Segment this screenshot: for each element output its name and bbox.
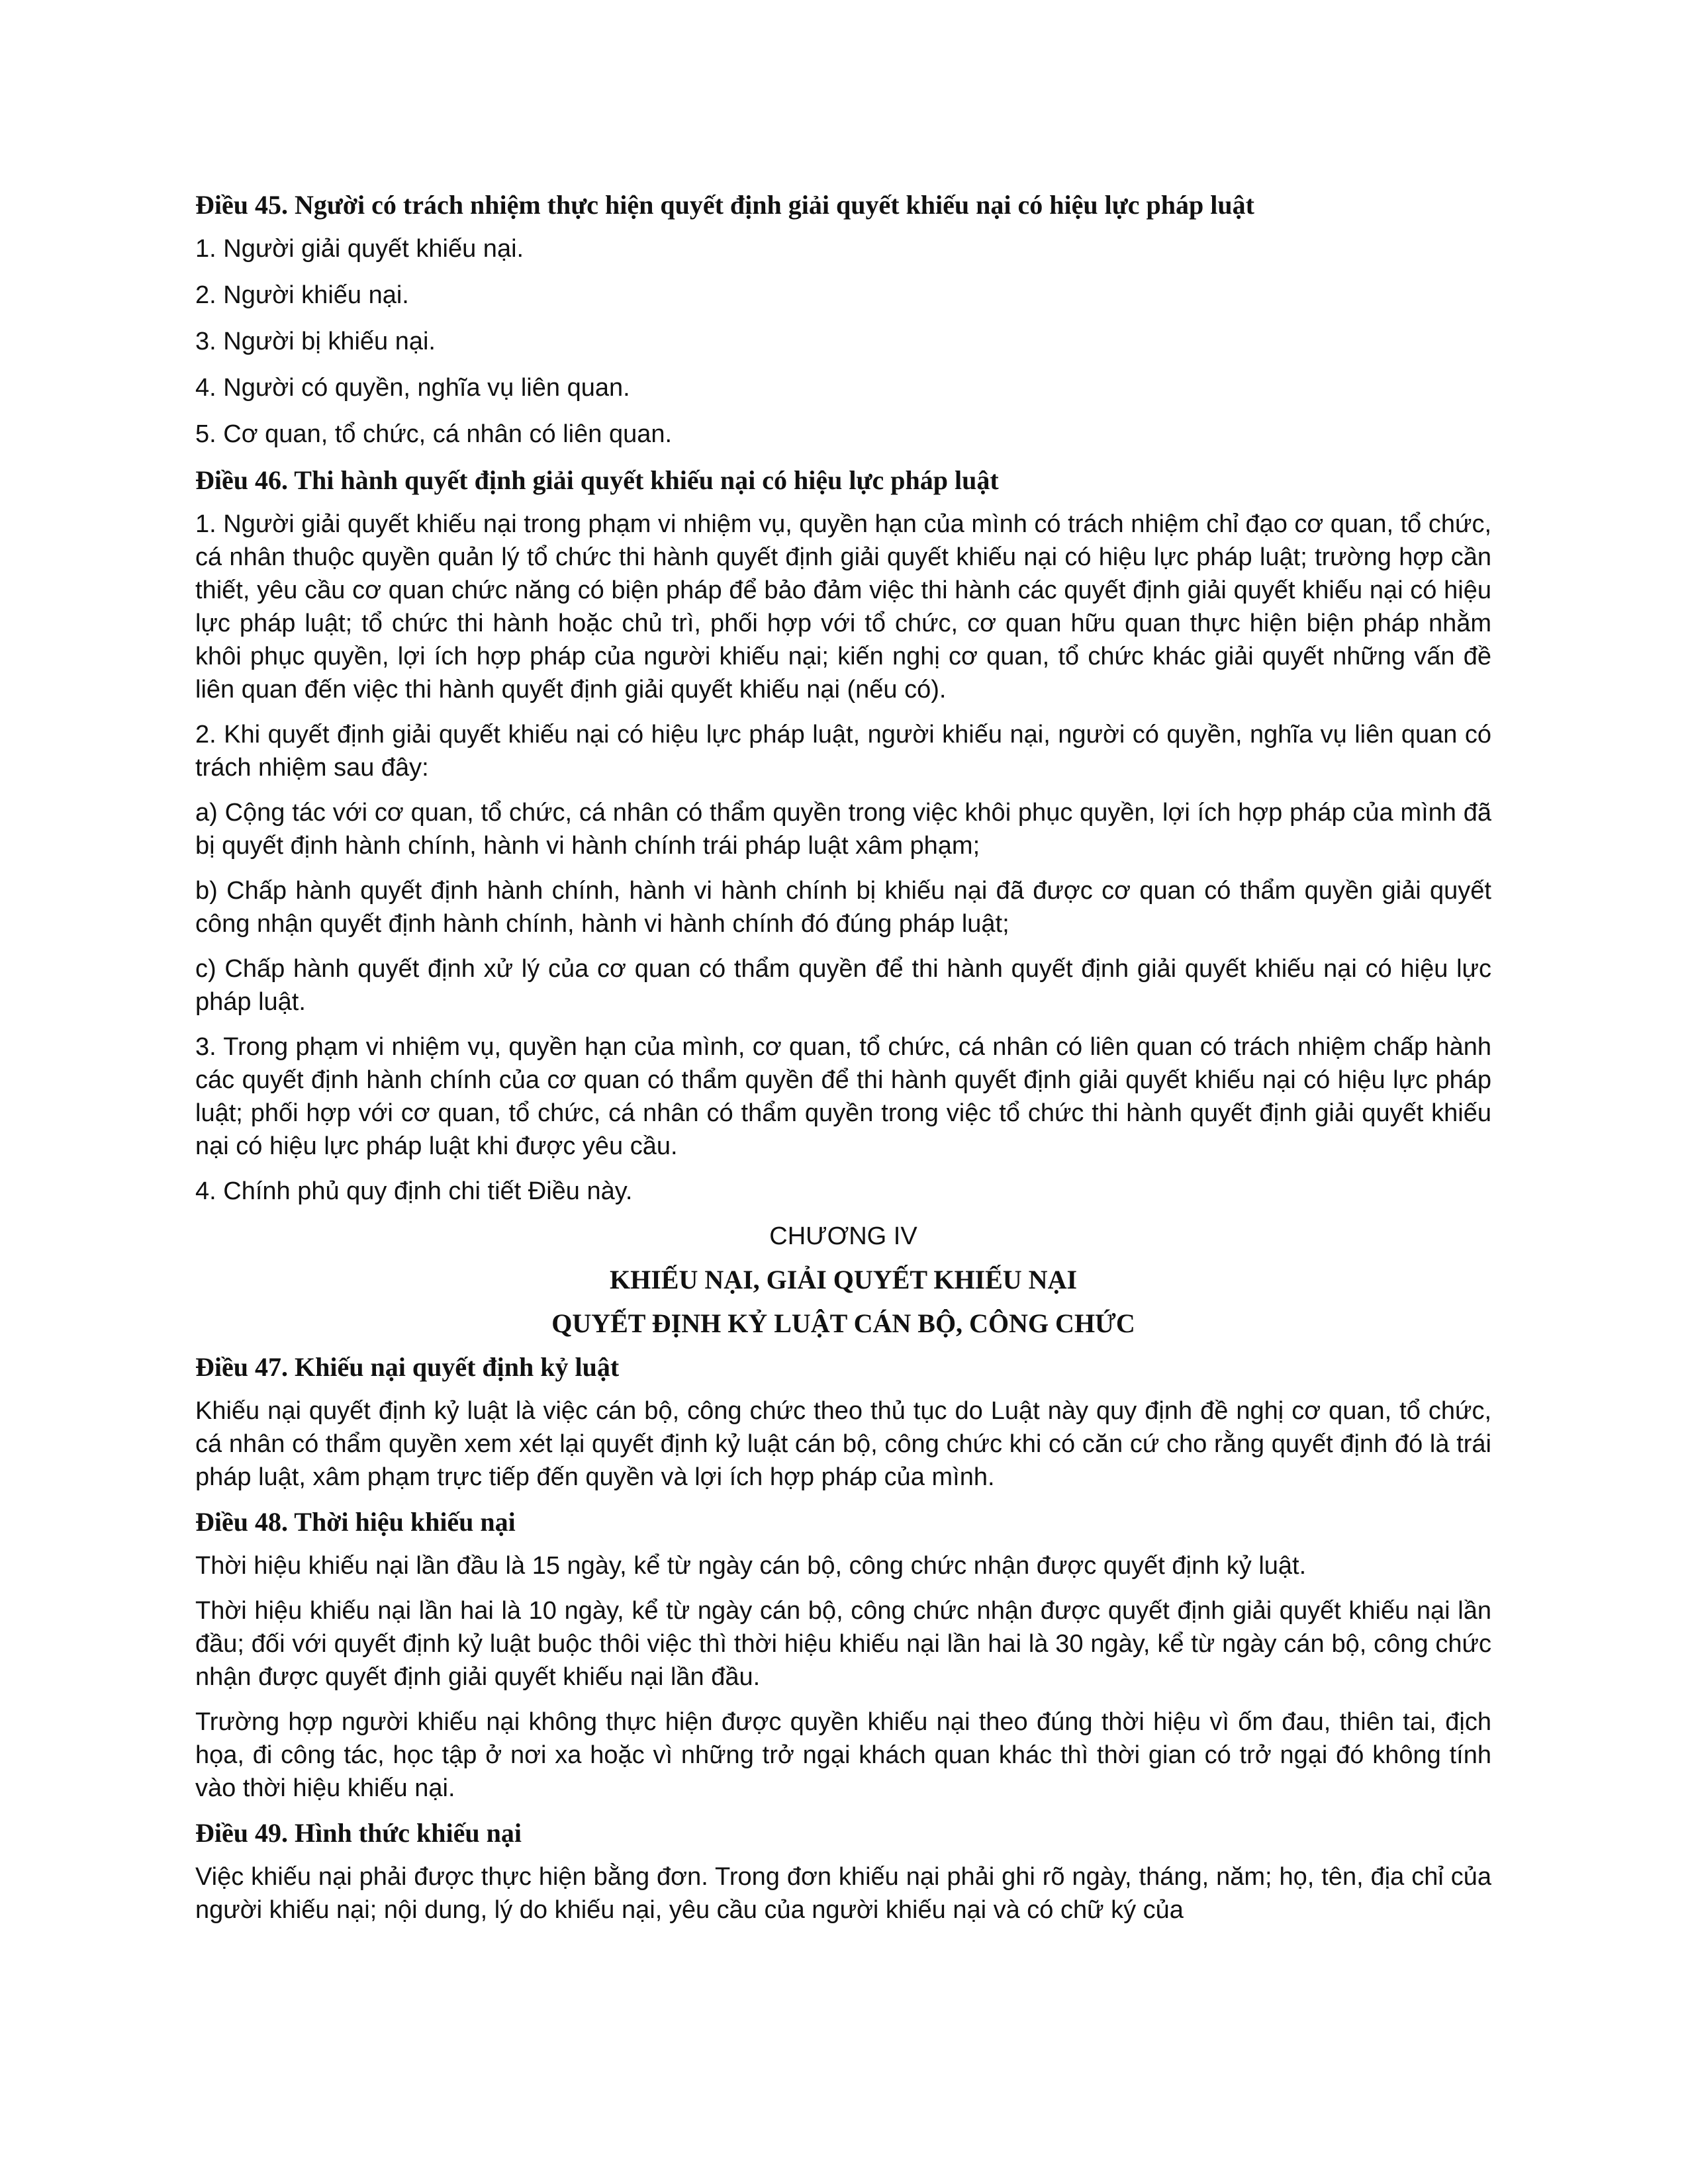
article-46-clause-2: 2. Khi quyết định giải quyết khiếu nại có hiệu lực pháp luật, người khiếu nại, người có quyền, nghĩa vụ liên quan có trách nhiệm sau đây: [195,721,1491,782]
article-46-point-a: a) Cộng tác với cơ quan, tổ chức, cá nhân có thẩm quyền trong việc khôi phục quyền, lợi ích hợp pháp của mình đã bị quyết định hành chính, hành vi hành chính trái pháp luật xâm phạm; [195,799,1491,860]
article-48-paragraph-3: Trường hợp người khiếu nại không thực hiện được quyền khiếu nại theo đúng thời hiệu vì ốm đau, thiên tai, địch họa, đi công tác, học tập ở nơi xa hoặc vì những trở ngại khách quan khác thì thời gian có trở ngại đó không tính vào thời hiệu khiếu nại. [195,1708,1491,1802]
article-45-item-5: 5. Cơ quan, tổ chức, cá nhân có liên quan. [195,420,673,448]
chapter-label: CHƯƠNG IV [769,1222,917,1250]
chapter-title-line-2: QUYẾT ĐỊNH KỶ LUẬT CÁN BỘ, CÔNG CHỨC [551,1308,1135,1338]
article-46-clause-4: 4. Chính phủ quy định chi tiết Điều này. [195,1177,633,1205]
article-45-item-1: 1. Người giải quyết khiếu nại. [195,235,524,263]
article-48-paragraph-2: Thời hiệu khiếu nại lần hai là 10 ngày, kể từ ngày cán bộ, công chức nhận được quyết định giải quyết khiếu nại lần đầu; đối với quyết định kỷ luật buộc thôi việc thì thời hiệu khiếu nại lần hai là 30 ngày, kể từ ngày cán bộ, công chức nhận được quyết định giải quyết khiếu nại lần đầu. [195,1597,1491,1691]
article-45-item-3: 3. Người bị khiếu nại. [195,328,436,355]
article-46-clause-3: 3. Trong phạm vi nhiệm vụ, quyền hạn của mình, cơ quan, tổ chức, cá nhân có liên quan có trách nhiệm chấp hành các quyết định hành chính của cơ quan có thẩm quyền để thi hành quyết định giải quyết khiếu nại có hiệu lực pháp luật; phối hợp với cơ quan, tổ chức, cá nhân có thẩm quyền trong việc tổ chức thi hành quyết định giải quyết khiếu nại có hiệu lực pháp luật khi được yêu cầu. [195,1033,1491,1160]
article-47-paragraph-1: Khiếu nại quyết định kỷ luật là việc cán bộ, công chức theo thủ tục do Luật này quy định đề nghị cơ quan, tổ chức, cá nhân có thẩm quyền xem xét lại quyết định kỷ luật cán bộ, công chức khi có căn cứ cho rằng quyết định đó là trái pháp luật, xâm phạm trực tiếp đến quyền và lợi ích hợp pháp của mình. [195,1397,1491,1491]
article-46-point-c: c) Chấp hành quyết định xử lý của cơ quan có thẩm quyền để thi hành quyết định giải quyết khiếu nại có hiệu lực pháp luật. [195,955,1491,1016]
article-46-point-b: b) Chấp hành quyết định hành chính, hành vi hành chính bị khiếu nại đã được cơ quan có thẩm quyền giải quyết công nhận quyết định hành chính, hành vi hành chính đó đúng pháp luật; [195,877,1491,938]
article-48-heading: Điều 48. Thời hiệu khiếu nại [195,1507,516,1537]
chapter-title-line-1: KHIẾU NẠI, GIẢI QUYẾT KHIẾU NẠI [609,1265,1078,1295]
article-47-heading: Điều 47. Khiếu nại quyết định kỷ luật [195,1352,620,1382]
article-45-item-2: 2. Người khiếu nại. [195,281,409,309]
article-45-heading: Điều 45. Người có trách nhiệm thực hiện quyết định giải quyết khiếu nại có hiệu lực pháp luật [195,190,1254,220]
article-48-paragraph-1: Thời hiệu khiếu nại lần đầu là 15 ngày, kể từ ngày cán bộ, công chức nhận được quyết định kỷ luật. [195,1552,1307,1580]
article-46-clause-1: 1. Người giải quyết khiếu nại trong phạm vi nhiệm vụ, quyền hạn của mình có trách nhiệm chỉ đạo cơ quan, tổ chức, cá nhân thuộc quyền quản lý tổ chức thi hành quyết định giải quyết khiếu nại có hiệu lực pháp luật; trường hợp cần thiết, yêu cầu cơ quan chức năng có biện pháp để bảo đảm việc thi hành các quyết định giải quyết khiếu nại có hiệu lực pháp luật; tổ chức thi hành hoặc chủ trì, phối hợp với tổ chức, cơ quan hữu quan thực hiện biện pháp nhằm khôi phục quyền, lợi ích hợp pháp của người khiếu nại; kiến nghị cơ quan, tổ chức khác giải quyết những vấn đề liên quan đến việc thi hành quyết định giải quyết khiếu nại (nếu có). [195,510,1491,704]
article-46-heading: Điều 46. Thi hành quyết định giải quyết khiếu nại có hiệu lực pháp luật [195,465,999,495]
article-49-heading: Điều 49. Hình thức khiếu nại [195,1818,522,1848]
article-45-item-4: 4. Người có quyền, nghĩa vụ liên quan. [195,374,630,402]
article-49-paragraph-1: Việc khiếu nại phải được thực hiện bằng đơn. Trong đơn khiếu nại phải ghi rõ ngày, tháng, năm; họ, tên, địa chỉ của người khiếu nại; nội dung, lý do khiếu nại, yêu cầu của người khiếu nại và có chữ ký của [195,1863,1491,1924]
document-page [195,189,1491,1938]
